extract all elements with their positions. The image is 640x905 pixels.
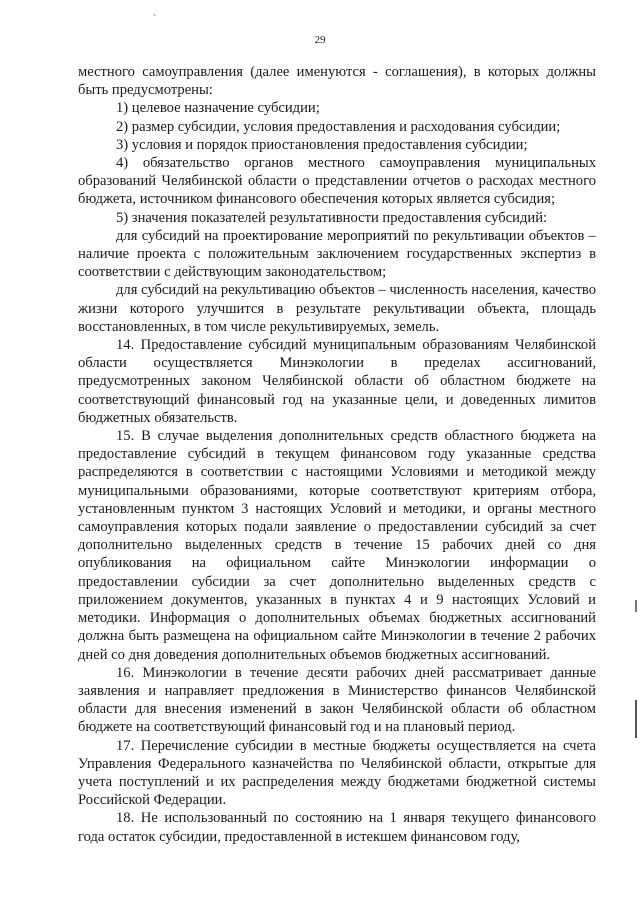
paragraph-clause-15: 15. В случае выделения дополнительных средств областного бюджета на предоставление субсидий в текущем финансовом году указанные средства распределяются в соответствии с настоящими Условиями и методикой между муниципальными образованиями, которые соответствуют критериям отбора, установленным пунктом 3 настоящих Условий и методики, и органы местного самоуправления которых подали заявление о предоставлении субсидий за счет дополнительно выделенных средств в течение 15 рабочих дней со дня опубликования на официальном сайте Минэкологии информации о предоставлении субсидии за счет дополнительно выделенных средств с приложением документов, указанных в пунктах 4 и 9 настоящих Условий и методики. Информация о дополнительных объемах бюджетных ассигнований должна быть размещена на официальном сайте Минэкологии в течение 2 рабочих дней со дня доведения дополнительных объемов бюджетных ассигнований. — [78, 428, 596, 663]
paragraph-item-5: 5) значения показателей результативности предоставления субсидий: — [116, 209, 548, 226]
paragraph-clause-18: 18. Не использованный по состоянию на 1 января текущего финансового года остаток субсидии, предоставленной в истекшем финансовом году, — [78, 810, 596, 845]
paragraph-clause-14: 14. Предоставление субсидий муниципальным образованиям Челябинской области осуществляется Минэкологии в пределах ассигнований, предусмотренных законом Челябинской области об областном бюджете на соответствующий финансовый год на указанные цели, и доведенных лимитов бюджетных обязательств. — [78, 337, 596, 426]
paragraph-item-4: 4) обязательство органов местного самоуправления муниципальных образований Челябинской области о представлении отчетов о расходах местного бюджета, источником финансового обеспечения которых является субсидия; — [78, 155, 596, 208]
paragraph-item-2: 2) размер субсидии, условия предоставления и расходования субсидии; — [116, 118, 561, 135]
scan-mark: ` — [153, 14, 157, 25]
scan-edge-mark — [635, 600, 637, 612]
paragraph-agreement-intro: местного самоуправления (далее именуются - соглашения), в которых должны быть предусмотрены: — [78, 64, 596, 99]
document-body — [78, 63, 596, 846]
paragraph-clause-17: 17. Перечисление субсидии в местные бюджеты осуществляется на счета Управления Федерального казначейства по Челябинской области, открытые для учета поступлений и их распределения между бюджетами бюджетной системы Российской Федерации. — [78, 737, 596, 809]
paragraph-design-subsidies: для субсидий на проектирование мероприятий по рекультивации объектов – наличие проекта с положительным заключением государственных экспертиз в соответствии с действующим законодательством; — [78, 227, 596, 281]
scan-edge-mark — [635, 700, 637, 738]
paragraph-recultivation-subsidies: для субсидий на рекультивацию объектов – численность населения, качество жизни которого улучшится в результате рекультивации объекта, площадь восстановленных, в том числе рекультивируемых, земель. — [78, 282, 596, 335]
paragraph-item-3: 3) условия и порядок приостановления предоставления субсидии; — [116, 136, 528, 153]
page-number: 29 — [314, 34, 326, 46]
paragraph-item-1: 1) целевое назначение субсидии; — [116, 100, 320, 117]
paragraph-clause-16: 16. Минэкологии в течение десяти рабочих дней рассматривает данные заявления и направляет предложения в Министерство финансов Челябинской области для внесения изменений в закон Челябинской области об областном бюджете на соответствующий финансовый год и на плановый период. — [78, 664, 596, 736]
